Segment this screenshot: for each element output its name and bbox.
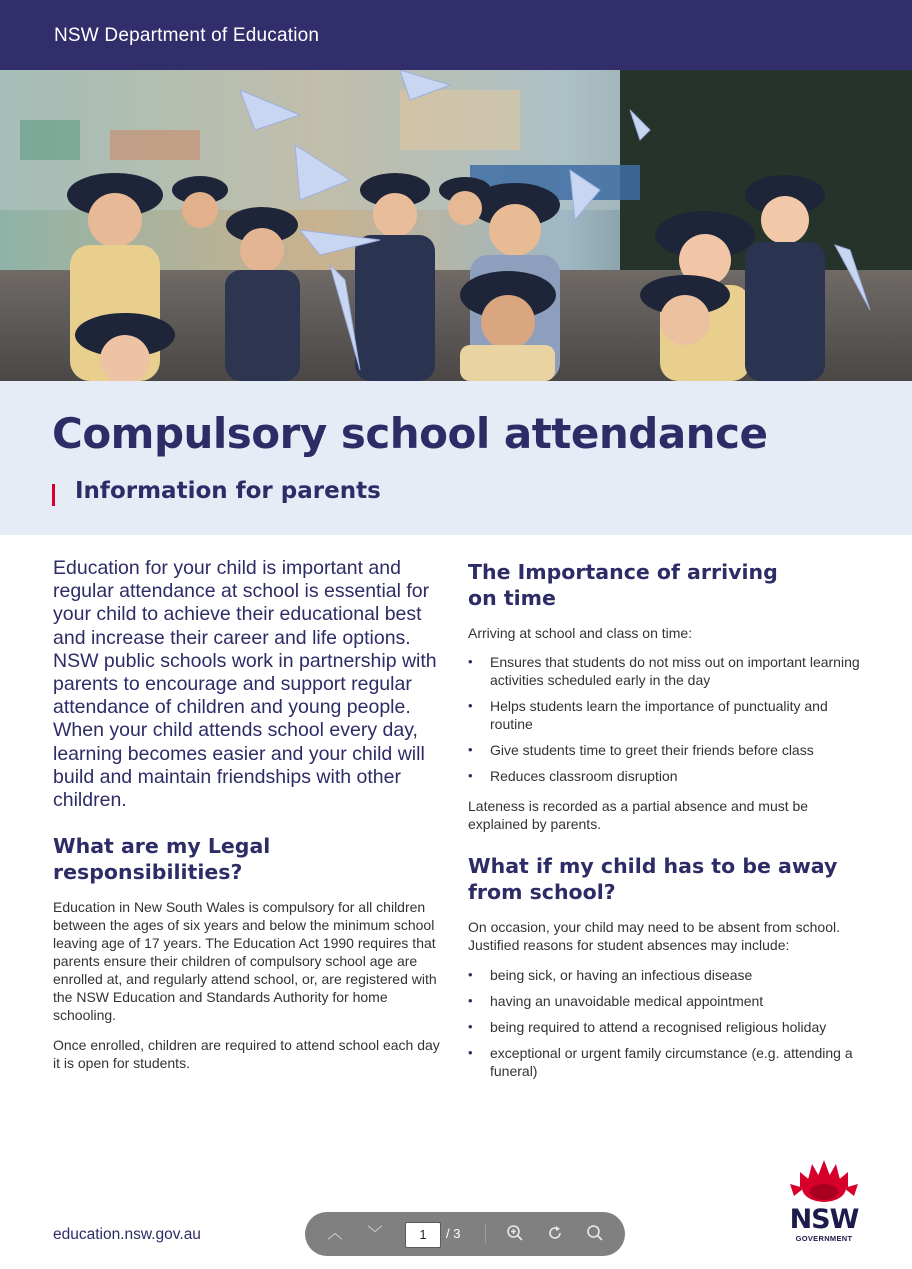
page-total: / 3: [446, 1226, 461, 1241]
list-item: • Reduces classroom disruption: [468, 767, 868, 785]
left-column: [53, 557, 448, 1072]
legal-heading: What are my Legal responsibilities?: [53, 834, 271, 885]
away-intro: On occasion, your child may need to be absent from school. Justified reasons for student absences may include:: [468, 919, 840, 953]
away-heading: What if my child has to be away from school?: [468, 854, 838, 904]
list-item: • having an unavoidable medical appointment: [468, 992, 868, 1010]
previous-page-icon[interactable]: ︿: [327, 1225, 343, 1242]
toolbar-divider: [485, 1224, 486, 1244]
list-item: • exceptional or urgent family circumstance (e.g. attending a funeral): [468, 1044, 868, 1080]
next-page-icon[interactable]: ﹀: [367, 1225, 383, 1242]
zoom-in-icon[interactable]: [505, 1224, 525, 1244]
pdf-viewer-toolbar: [305, 1212, 625, 1256]
list-item: • being required to attend a recognised religious holiday: [468, 1018, 868, 1036]
hero-photo: [0, 70, 912, 381]
logo-government-text: GOVERNMENT: [795, 1234, 853, 1243]
legal-paragraph-2: Once enrolled, children are required to attend school each day it is open for students.: [53, 1037, 440, 1072]
list-item: • being sick, or having an infectious disease: [468, 966, 868, 984]
page-subtitle: Information for parents: [75, 478, 381, 504]
waratah-flower-icon: [784, 1158, 864, 1206]
page-number-input[interactable]: 1: [405, 1222, 441, 1248]
ontime-intro: Arriving at school and class on time:: [468, 625, 693, 641]
ontime-heading: The Importance of arriving on time: [468, 560, 778, 610]
list-item: • Helps students learn the importance of punctuality and routine: [468, 697, 868, 733]
right-column: [468, 557, 868, 1080]
logo-nsw-text: NSW: [789, 1204, 859, 1235]
list-item: • Give students time to greet their friends before class: [468, 741, 868, 759]
ontime-list: [468, 653, 868, 785]
away-list: [468, 966, 868, 1080]
page-title: Compulsory school attendance: [52, 409, 768, 458]
ontime-note: Lateness is recorded as a partial absence and must be explained by parents.: [468, 798, 809, 832]
title-band: [0, 381, 912, 535]
top-banner: [0, 0, 912, 70]
footer-url-link[interactable]: education.nsw.gov.au: [53, 1226, 201, 1243]
nsw-government-logo: [784, 1158, 864, 1248]
intro-paragraph: Education for your child is important and regular attendance at school is essential for your child to achieve their educational best and increase their career and life options. NSW public schools work in partnership with parents to encourage and support regular attendance of children and young people. When your child attends school every day, learning becomes easier and your child will build and maintain friendships with other children.: [53, 557, 437, 812]
rotate-icon[interactable]: [545, 1224, 565, 1244]
subtitle-accent-bar: [52, 484, 55, 506]
search-icon[interactable]: [585, 1224, 605, 1244]
list-item: • Ensures that students do not miss out on important learning activities scheduled early in the day: [468, 653, 868, 689]
department-name: NSW Department of Education: [54, 25, 320, 46]
legal-paragraph-1: Education in New South Wales is compulsory for all children between the ages of six years and below the minimum school leaving age of 17 years. The Education Act 1990 requires that parents ensure their children of compulsory school age are enrolled at, and regularly attend school, or, are registered with the NSW Education and Standards Authority for home schooling.: [53, 899, 437, 1024]
